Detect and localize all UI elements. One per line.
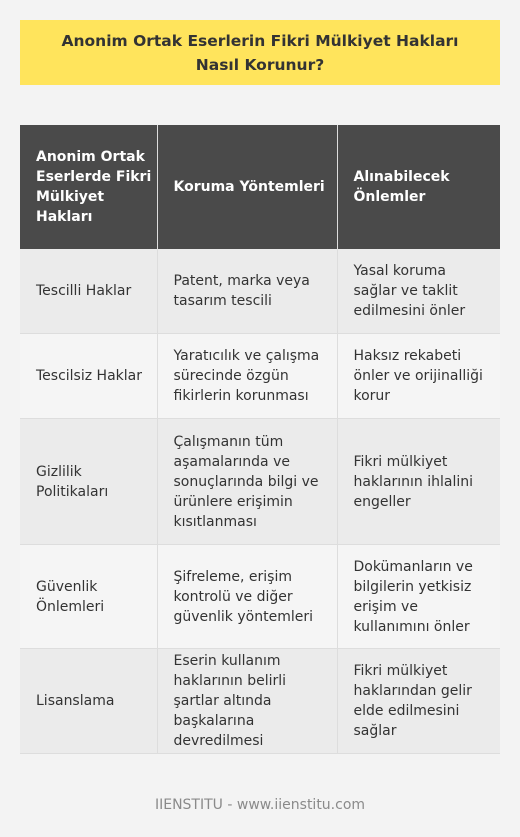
page-title: Anonim Ortak Eserlerin Fikri Mülkiyet Hakları Nasıl Korunur? [61,31,459,74]
table-cell: Yaratıcılık ve çalışma sürecinde özgün fikirlerin korunması [157,334,337,419]
table-row [20,649,500,754]
table-cell: Haksız rekabeti önler ve orijinalliği korur [337,334,500,419]
table-cell: Patent, marka veya tasarım tescili [157,249,337,334]
rights-protection-table [20,125,500,754]
table-cell: Dokümanların ve bilgilerin yetkisiz erişim ve kullanımını önler [337,545,500,649]
table-header-row [20,125,500,249]
column-header-methods: Koruma Yöntemleri [157,125,337,249]
table-cell: Eserin kullanım haklarının belirli şartlar altında başkalarına devredilmesi [157,649,337,754]
table-cell: Yasal koruma sağlar ve taklit edilmesini önler [337,249,500,334]
table-cell: Fikri mülkiyet haklarının ihlalini engeller [337,419,500,545]
table-row [20,249,500,334]
table-row [20,419,500,545]
footer-source: IIENSTITU - www.iienstitu.com [154,797,366,813]
table-row [20,545,500,649]
table-cell: Fikri mülkiyet haklarından gelir elde edilmesini sağlar [337,649,500,754]
table-cell: Tescilsiz Haklar [20,334,157,419]
table-cell: Güvenlik Önlemleri [20,545,157,649]
title-banner [20,20,500,85]
table-cell: Tescilli Haklar [20,249,157,334]
table-cell: Gizlilik Politikaları [20,419,157,545]
table-row [20,334,500,419]
table-cell: Şifreleme, erişim kontrolü ve diğer güvenlik yöntemleri [157,545,337,649]
table-cell: Çalışmanın tüm aşamalarında ve sonuçlarında bilgi ve ürünlere erişimin kısıtlanması [157,419,337,545]
column-header-measures: Alınabilecek Önlemler [337,125,500,249]
table-cell: Lisanslama [20,649,157,754]
column-header-rights: Anonim Ortak Eserlerde Fikri Mülkiyet Hakları [20,125,157,249]
